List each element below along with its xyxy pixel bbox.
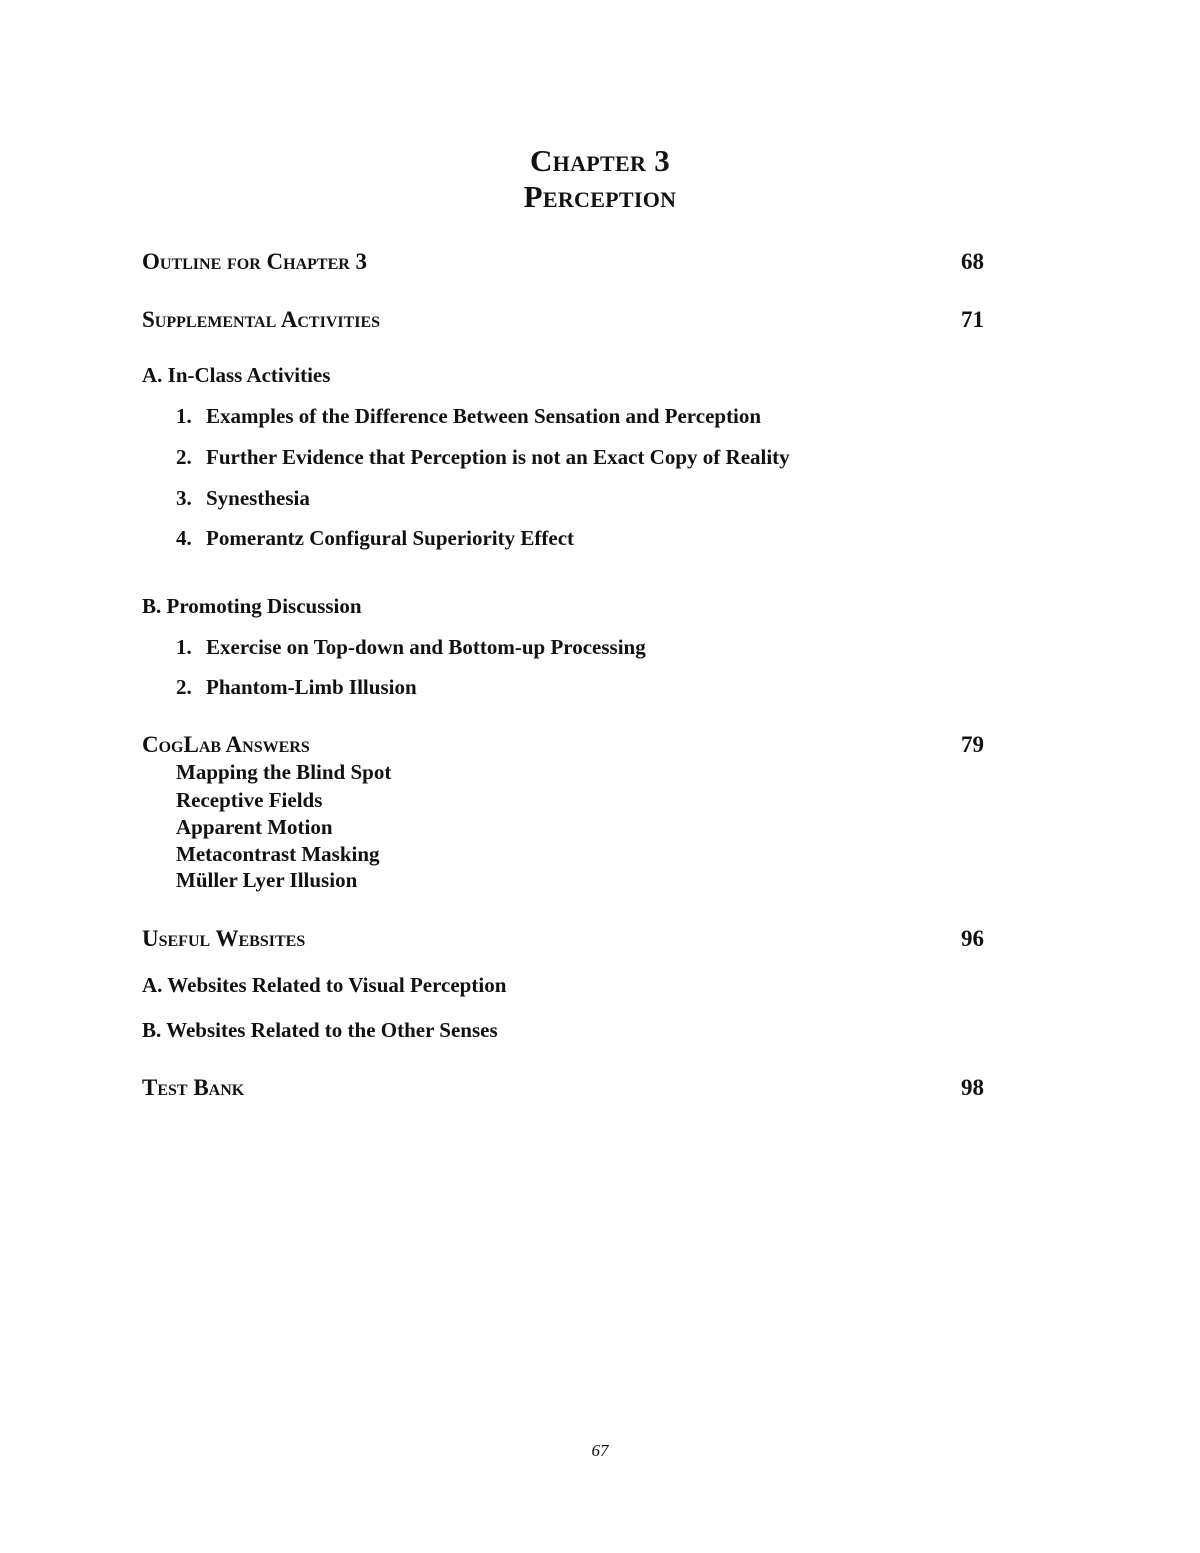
outline-page-number: 68 xyxy=(961,249,984,274)
in-class-activity-item xyxy=(176,404,761,429)
outline-heading: Outline for Chapter 3 xyxy=(142,249,368,274)
item-number: 2. xyxy=(176,445,192,469)
item-number: 1. xyxy=(176,635,192,659)
coglab-item: Mapping the Blind Spot xyxy=(176,760,392,784)
item-text: Examples of the Difference Between Sensation and Perception xyxy=(206,404,762,428)
coglab-item: Apparent Motion xyxy=(176,815,333,839)
in-class-activities-subheading: A. In-Class Activities xyxy=(142,363,331,387)
item-number: 2. xyxy=(176,675,192,699)
coglab-item: Metacontrast Masking xyxy=(176,842,380,866)
item-text: Pomerantz Configural Superiority Effect xyxy=(206,526,575,550)
coglab-answers-page-number: 79 xyxy=(961,732,984,757)
item-number: 3. xyxy=(176,486,192,510)
item-text: Further Evidence that Perception is not an Exact Copy of Reality xyxy=(206,445,790,469)
chapter-number-title: Chapter 3 xyxy=(529,143,670,178)
item-number: 4. xyxy=(176,526,192,550)
website-group: A. Websites Related to Visual Perception xyxy=(142,973,507,997)
coglab-item: Müller Lyer Illusion xyxy=(176,868,358,892)
coglab-item: Receptive Fields xyxy=(176,788,323,812)
supplemental-activities-heading: Supplemental Activities xyxy=(142,307,381,332)
item-text: Synesthesia xyxy=(206,486,310,510)
in-class-activity-item xyxy=(176,526,574,551)
item-number: 1. xyxy=(176,404,192,428)
item-text: Phantom-Limb Illusion xyxy=(206,675,417,699)
test-bank-page-number: 98 xyxy=(961,1075,984,1100)
discussion-item xyxy=(176,635,646,660)
useful-websites-heading: Useful Websites xyxy=(142,926,306,951)
test-bank-heading: Test Bank xyxy=(142,1075,245,1100)
in-class-activity-item xyxy=(176,486,310,511)
discussion-item xyxy=(176,675,417,700)
useful-websites-page-number: 96 xyxy=(961,926,984,951)
footer-page-number: 67 xyxy=(591,1441,609,1460)
supplemental-activities-page-number: 71 xyxy=(961,307,984,332)
item-text: Exercise on Top-down and Bottom-up Processing xyxy=(206,635,646,659)
website-group: B. Websites Related to the Other Senses xyxy=(142,1018,498,1042)
promoting-discussion-subheading: B. Promoting Discussion xyxy=(142,594,362,618)
chapter-name-title: Perception xyxy=(523,179,677,214)
coglab-answers-heading: CogLab Answers xyxy=(142,732,310,757)
in-class-activity-item xyxy=(176,445,790,470)
